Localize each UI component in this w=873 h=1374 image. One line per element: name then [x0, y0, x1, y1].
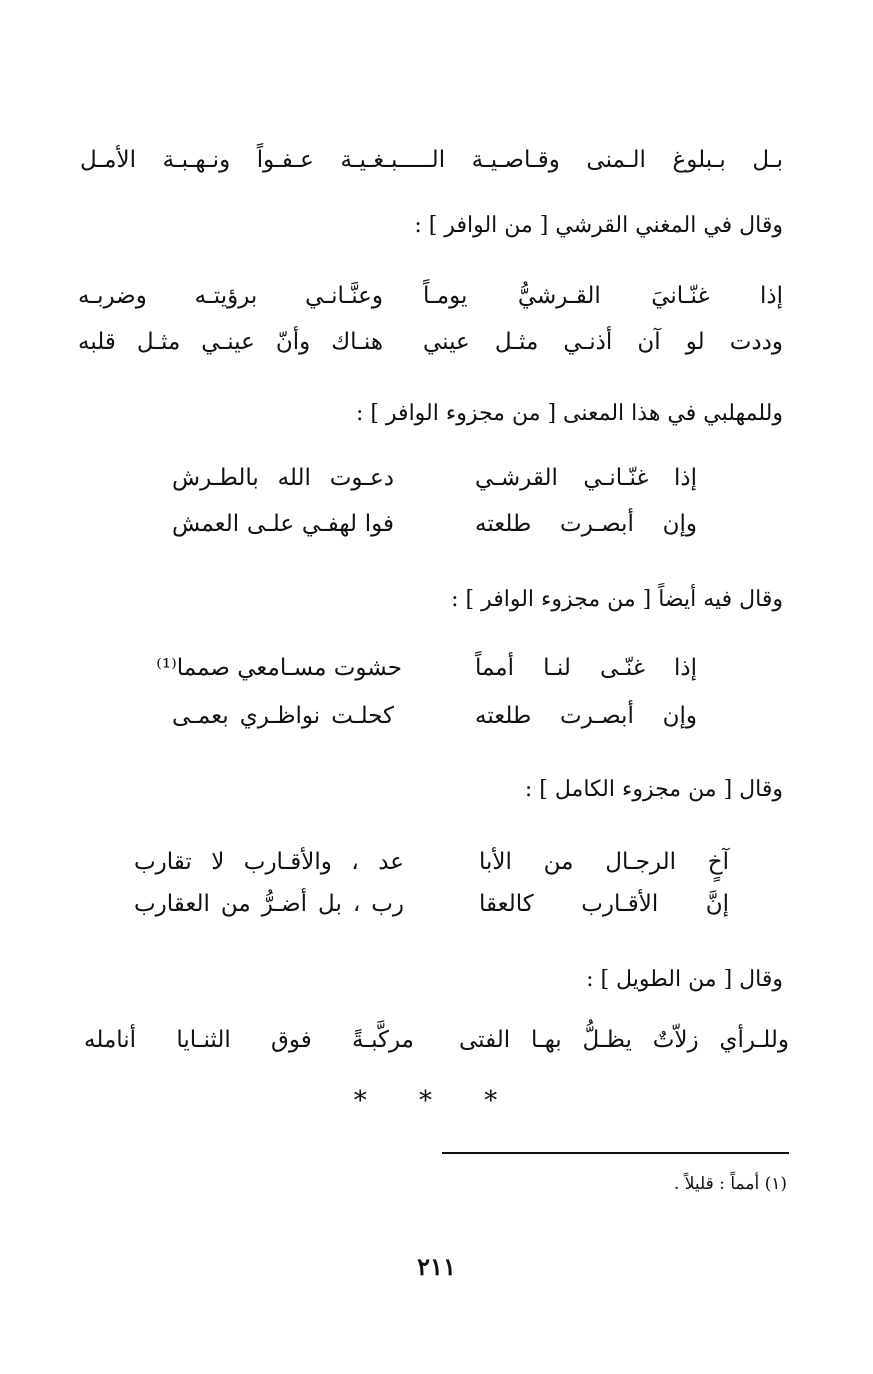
first-hemistich: إذا غنّـانيَ القـرشيُّ يومـاً: [423, 283, 783, 309]
first-hemistich: وللـرأي زلاّتٌ يظـلُّ بهـا الفتى: [459, 1027, 789, 1053]
poem-intro: وقال [ من الطويل ] :: [586, 967, 783, 992]
second-hemistich: وعنَّـانـي برؤيتـه وضربـه: [78, 283, 383, 309]
footnote-rule: [442, 1152, 789, 1154]
poem-intro: وللمهلبي في هذا المعنى [ من مجزوء الوافر ] :: [355, 401, 783, 426]
first-hemistich: إذا غنّـانـي القرشـي: [475, 465, 697, 491]
poem-intro: وقال [ من مجزوء الكامل ] :: [524, 777, 783, 802]
first-hemistich: وددت لو آن أذنـي مثـل عيني: [423, 329, 783, 355]
page-number: ٢١١: [417, 1252, 456, 1281]
first-hemistich: وإن أبصـرت طلعته: [475, 703, 697, 729]
second-hemistich: فوا لهفـي علـى العمش: [172, 511, 394, 537]
first-hemistich: آخٍ الرجـال من الأبا: [479, 849, 729, 875]
poem-intro: وقال فيه أيضاً [ من مجزوء الوافر ] :: [451, 587, 783, 612]
footnote: (١) أمماً : قليلاً .: [673, 1174, 787, 1194]
second-hemistich: مركَّبـةً فوق الثنـايا أنامله: [84, 1027, 414, 1053]
first-hemistich: إنَّ الأقـارب كالعقا: [479, 891, 729, 917]
second-hemistich: حشوت مسـامعي صمما⁽¹⁾: [156, 655, 402, 681]
first-hemistich: وإن أبصـرت طلعته: [475, 511, 697, 537]
second-hemistich: دعـوت الله بالطـرش: [172, 465, 394, 491]
section-separator: * * *: [353, 1086, 520, 1116]
second-hemistich: كحلـت نواظـري بعمـى: [172, 703, 394, 729]
prose-line: بـل بـبلوغ الـمنى وقـاصـيـة الـــــبـغـيـة عـفـواً ونـهـبـة الأمـل: [80, 147, 783, 173]
second-hemistich: هنـاك وأنّ عينـي مثـل قلبه: [78, 329, 383, 355]
second-hemistich: رب ، بل أضـرُّ من العقارب: [134, 891, 404, 917]
poem-intro: وقال في المغني القرشي [ من الوافر ] :: [414, 213, 783, 238]
first-hemistich: إذا غنّـى لنـا أمماً: [475, 655, 697, 681]
second-hemistich: عد ، والأقـارب لا تقارب: [134, 849, 404, 875]
